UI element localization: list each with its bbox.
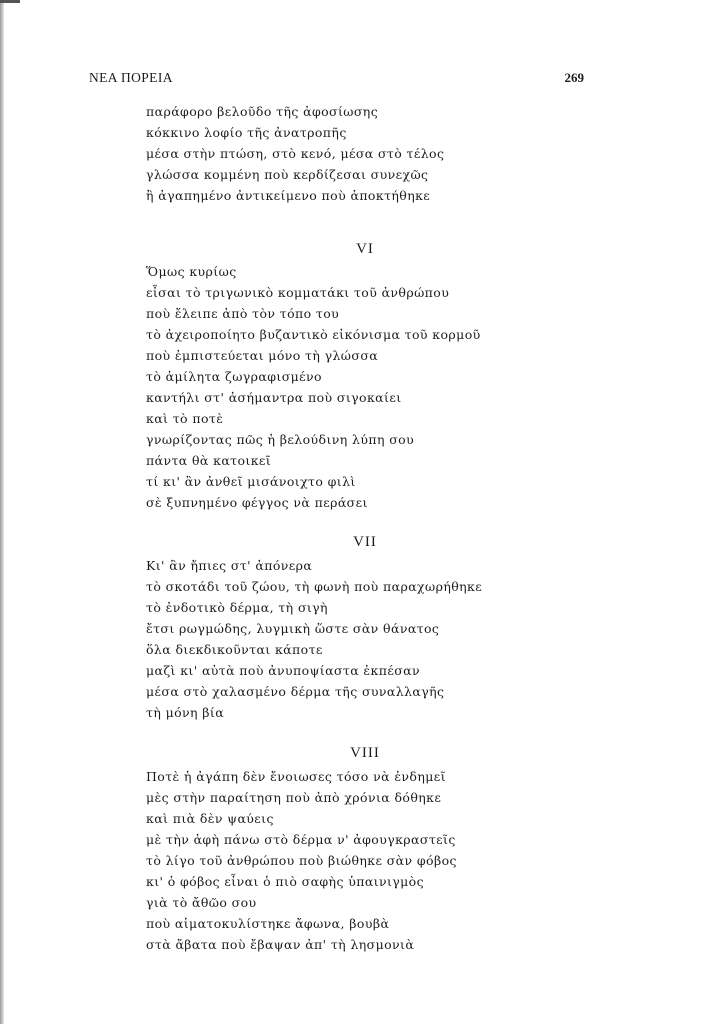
poem-line: κόκκινο λοφίο τῆς ἀνατροπῆς [146, 125, 347, 140]
page-number: 269 [564, 70, 584, 85]
section-vi [146, 261, 566, 513]
poem-line: μέσα στὸ χαλασμένο δέρμα τῆς συναλλαγῆς [146, 684, 445, 699]
poem-line: ποὺ ἐμπιστεύεται μόνο τὴ γλώσσα [146, 348, 379, 363]
poem-line: μὲς στὴν παραίτηση ποὺ ἀπὸ χρόνια δόθηκε [146, 790, 442, 805]
poem-line: καὶ τὸ ποτὲ [146, 411, 224, 426]
poem-line: στὰ ἄβατα ποὺ ἔβαψαν ἀπ' τὴ λησμονιὰ [146, 937, 415, 952]
poem-line: τὸ ἐνδοτικὸ δέρμα, τὴ σιγὴ [146, 600, 328, 615]
poem-line: σὲ ξυπνημένο φέγγος νὰ περάσει [146, 495, 368, 510]
poem-line: ὅλα διεκδικοῦνται κάποτε [146, 642, 323, 657]
poem-line: γνωρίζοντας πῶς ἡ βελούδινη λύπη σου [146, 432, 415, 447]
page-left-edge-shadow [0, 0, 4, 1024]
poem-line: τὸ σκοτάδι τοῦ ζώου, τὴ φωνὴ ποὺ παραχωρήθηκε [146, 579, 483, 594]
poem-line: ἢ ἀγαπημένο ἀντικείμενο ποὺ ἀποκτήθηκε [146, 188, 431, 203]
poem-line: τὸ ἀχειροποίητο βυζαντικὸ εἰκόνισμα τοῦ κορμοῦ [146, 327, 481, 342]
poem-line: εἶσαι τὸ τριγωνικὸ κομματάκι τοῦ ἀνθρώπου [146, 285, 450, 300]
poem-line: Ποτὲ ἡ ἀγάπη δὲν ἔνοιωσες τόσο νὰ ἐνδημεῖ [146, 769, 446, 784]
poem-line: καντήλι στ' ἀσήμαντρα ποὺ σιγοκαίει [146, 390, 402, 405]
section-title-viii: VIII [350, 745, 380, 761]
poem-line: Κι' ἂν ἤπιες στ' ἀπόνερα [146, 558, 313, 573]
poem-line: ἔτσι ρωγμώδης, λυγμικὴ ὥστε σὰν θάνατος [146, 621, 440, 636]
section-viii [146, 766, 566, 955]
poem-line: Ὅμως κυρίως [146, 264, 237, 279]
poem-body [146, 101, 566, 955]
poem-line: καὶ πιὰ δὲν ψαύεις [146, 811, 274, 826]
poem-line: μέσα στὴν πτώση, στὸ κενό, μέσα στὸ τέλος [146, 146, 445, 161]
scan-top-mark [0, 0, 20, 3]
poem-line: γιὰ τὸ ἄθῶο σου [146, 895, 257, 910]
poem-line: τὸ λίγο τοῦ ἀνθρώπου ποὺ βιώθηκε σὰν φόβος [146, 853, 457, 868]
poem-line: μαζὶ κι' αὐτὰ ποὺ ἀνυποψίαστα ἐκπέσαν [146, 663, 420, 678]
poem-line: παράφορο βελοῦδο τῆς ἀφοσίωσης [146, 104, 379, 119]
poem-line: κι' ὁ φόβος εἶναι ὁ πιὸ σαφὴς ὑπαινιγμὸς [146, 874, 424, 889]
stanza-v-ending [146, 101, 566, 206]
section-vii [146, 555, 566, 723]
poem-line: ποὺ αἱματοκυλίστηκε ἄφωνα, βουβὰ [146, 916, 390, 931]
poem-line: τὴ μόνη βία [146, 705, 225, 720]
section-title-vii: VII [353, 534, 377, 550]
poem-line: τί κι' ἂν ἀνθεῖ μισάνοιχτο φιλὶ [146, 474, 356, 489]
poem-line: γλώσσα κομμένη ποὺ κερδίζεσαι συνεχῶς [146, 167, 429, 182]
poem-line: μὲ τὴν ἀφὴ πάνω στὸ δέρμα ν' ἀφουγκραστεῖς [146, 832, 456, 847]
section-title-vi: VI [356, 241, 374, 257]
page-header [89, 70, 584, 86]
poem-line: τὸ ἀμίλητα ζωγραφισμένο [146, 369, 322, 384]
poem-line: πάντα θὰ κατοικεῖ [146, 453, 272, 468]
running-title: ΝΕΑ ΠΟΡΕΙΑ [89, 70, 173, 85]
poem-line: ποὺ ἔλειπε ἀπὸ τὸν τόπο του [146, 306, 340, 321]
